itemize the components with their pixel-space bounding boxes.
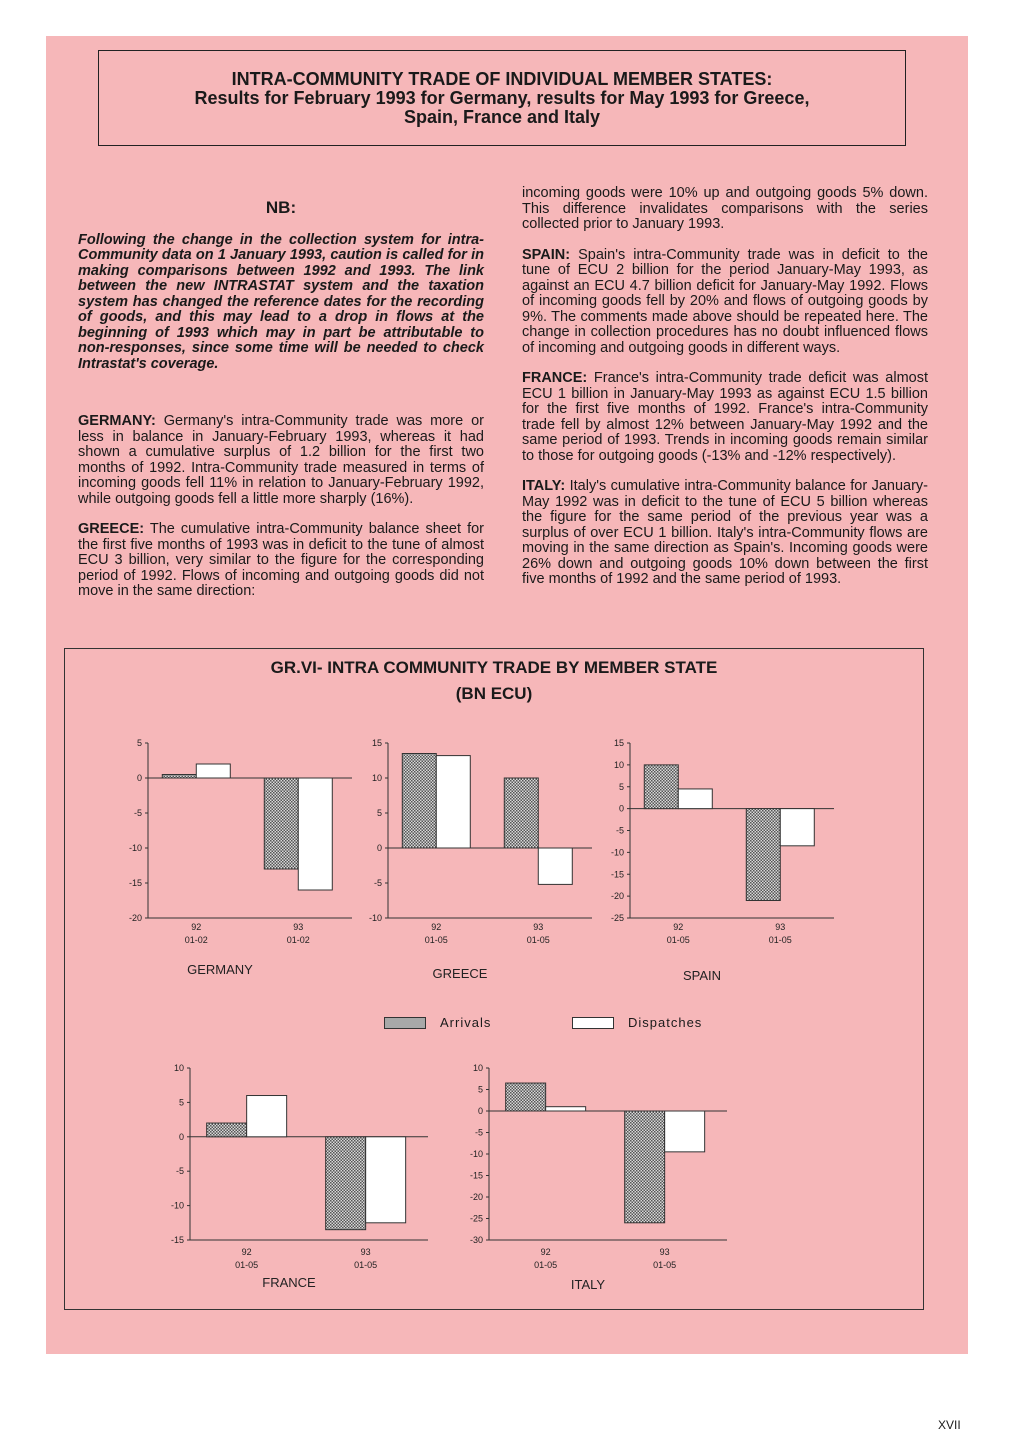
italy-text: Italy's cumulative intra-Community balance for January-May 1992 was in deficit to the tune of ECU 5 billion whereas the figure for the same period of the previous year was a surplus of over ECU 1 billion. Italy's intra-Community flows are moving in the same direction as Spain's. Incoming goods were 26% down and outgoing goods 10% down between the first five months of 1992 and the same period of 1993. bbox=[522, 478, 928, 587]
greece-chart-name: GREECE bbox=[432, 966, 488, 981]
germany-category-year: 93 bbox=[293, 922, 304, 932]
greece-category-year: 92 bbox=[431, 922, 442, 932]
nb-heading: NB: bbox=[265, 198, 297, 217]
france-category-period: 01-05 bbox=[235, 1260, 259, 1270]
greece-paragraph bbox=[78, 522, 484, 600]
france-category-year: 93 bbox=[360, 1247, 371, 1257]
italy-y-tick-label: 10 bbox=[472, 1063, 483, 1073]
spain-y-tick-label: -15 bbox=[610, 869, 624, 880]
germany-category-period: 01-02 bbox=[184, 935, 208, 945]
spain-chart-name: SPAIN bbox=[682, 968, 722, 983]
chart-title-line-2: (BN ECU) bbox=[455, 684, 533, 703]
greece-continued-paragraph: incoming goods were 10% up and outgoing goods 5% down. This difference invalidates comparisons with the series collected prior to January 1993. bbox=[522, 185, 928, 232]
greece-text: The cumulative intra-Community balance sheet for the first five months of 1993 was in deficit to the tune of almost ECU 3 billion, very similar to the figure for the corresponding period of 1992. Flows of incoming and outgoing goods did not move in the same direction: bbox=[78, 521, 484, 599]
germany-y-tick-label: 0 bbox=[136, 773, 142, 783]
greece-category-period: 01-05 bbox=[424, 935, 448, 945]
germany-chart-name: GERMANY bbox=[187, 962, 253, 977]
spain-category-period: 01-05 bbox=[768, 935, 792, 945]
greece-y-tick-label: 0 bbox=[376, 843, 382, 853]
spain-category-period: 01-05 bbox=[666, 935, 690, 945]
spain-y-tick-label: -25 bbox=[610, 913, 624, 923]
france-chart-name: FRANCE bbox=[262, 1275, 316, 1290]
france-category-period: 01-05 bbox=[354, 1260, 378, 1270]
italy-y-tick-label: -10 bbox=[469, 1149, 483, 1159]
chart-title bbox=[64, 655, 924, 707]
greece-category-period: 01-05 bbox=[526, 935, 550, 945]
greece-y-tick-label: -10 bbox=[368, 913, 382, 923]
italy-y-tick-label: -25 bbox=[469, 1213, 483, 1224]
spain-y-tick-label: 5 bbox=[618, 781, 624, 792]
title-line-1: INTRA-COMMUNITY TRADE OF INDIVIDUAL MEMBER STATES: bbox=[231, 69, 773, 89]
france-y-tick-label: 10 bbox=[173, 1063, 184, 1073]
france-category-year: 92 bbox=[241, 1247, 252, 1257]
germany-category-year: 92 bbox=[191, 922, 202, 932]
spain-y-tick-label: 10 bbox=[613, 759, 624, 770]
germany-text: Germany's intra-Community trade was more or less in balance in January-February 1993, whereas it had shown a cumulative surplus of 1.2 billion for the first two months of 1992. Intra-Community trade measured in terms of incoming goods fell 11% in relation to January-February 1992, while outgoing goods fell a little more sharply (16%). bbox=[78, 413, 484, 507]
italy-chart-name: ITALY bbox=[570, 1277, 606, 1292]
arrivals-legend-label: Arrivals bbox=[440, 1015, 492, 1030]
greece-y-tick-label: 10 bbox=[371, 773, 382, 783]
chart-legend bbox=[384, 1014, 804, 1034]
page-title-box bbox=[98, 50, 906, 146]
chart-frame bbox=[64, 648, 924, 1310]
left-column bbox=[78, 200, 484, 615]
spain-y-tick-label: 0 bbox=[618, 803, 624, 814]
france-lead: FRANCE: bbox=[522, 370, 588, 386]
france-y-tick-label: -5 bbox=[175, 1166, 184, 1177]
italy-y-tick-label: -5 bbox=[474, 1127, 483, 1138]
greece-y-tick-label: 5 bbox=[376, 808, 382, 818]
italy-paragraph bbox=[522, 479, 928, 588]
italy-y-tick-label: -20 bbox=[469, 1192, 483, 1202]
france-y-tick-label: -15 bbox=[170, 1235, 184, 1245]
germany-paragraph bbox=[78, 414, 484, 507]
italy-category-year: 92 bbox=[540, 1247, 551, 1257]
spain-category-year: 92 bbox=[673, 922, 684, 932]
greece-y-tick-label: 15 bbox=[371, 738, 382, 748]
germany-lead: GERMANY: bbox=[78, 413, 156, 429]
germany-y-tick-label: -20 bbox=[128, 913, 142, 923]
title-line-2: Results for February 1993 for Germany, results for May 1993 for Greece, bbox=[194, 88, 810, 108]
france-y-tick-label: 0 bbox=[178, 1131, 184, 1142]
nb-text: Following the change in the collection system for intra-Community data on 1 January 1993, caution is called for in making comparisons between 1992 and 1993. The link between the new INTRASTAT system and the taxation system has changed the reference dates for the recording of goods, and this may lead to a drop in flows at the beginning of 1993 which may in part be attributable to non-responses, since some time will be needed to check Intrastat's coverage. bbox=[78, 231, 484, 372]
germany-y-tick-label: -15 bbox=[128, 878, 142, 888]
italy-category-year: 93 bbox=[659, 1247, 670, 1257]
spain-text: Spain's intra-Community trade was in deficit to the tune of ECU 2 billion for the period January-May 1993, as against an ECU 4.7 billion deficit for January-May 1992. Flows of incoming goods fell by 20% and flows of outgoing goods by 9%. The comments made above should be repeated here. The change in collection procedures has no doubt influenced flows of incoming and outgoing goods in different ways. bbox=[522, 246, 928, 356]
france-y-tick-label: -10 bbox=[170, 1200, 184, 1211]
germany-category-period: 01-02 bbox=[286, 935, 310, 945]
germany-y-tick-label: -5 bbox=[133, 808, 142, 818]
italy-y-tick-label: 0 bbox=[477, 1106, 483, 1116]
arrivals-legend-swatch bbox=[384, 1017, 426, 1029]
france-text: France's intra-Community trade deficit was almost ECU 1 billion in January-May 1993 as against ECU 1.5 billion for the first five months of 1992. France's intra-Community trade fell by almost 12% between January-May 1992 and the same period of 1993. Trends in incoming goods remain similar to those for outgoing goods (-13% and -12% respectively). bbox=[522, 370, 928, 464]
chart-title-line-1: GR.VI- INTRA COMMUNITY TRADE BY MEMBER STATE bbox=[270, 658, 718, 677]
spain-y-tick-label: 15 bbox=[613, 738, 624, 748]
france-paragraph bbox=[522, 371, 928, 464]
spain-paragraph bbox=[522, 248, 928, 357]
title-line-3: Spain, France and Italy bbox=[403, 107, 601, 127]
italy-lead: ITALY: bbox=[522, 478, 566, 494]
spain-y-tick-label: -5 bbox=[615, 825, 624, 836]
page-number: XVII bbox=[938, 1418, 961, 1432]
italy-y-tick-label: -15 bbox=[469, 1170, 483, 1181]
right-column bbox=[522, 186, 928, 603]
dispatches-legend-swatch bbox=[572, 1017, 614, 1029]
spain-y-tick-label: -20 bbox=[610, 891, 624, 902]
greece-y-tick-label: -5 bbox=[373, 878, 382, 888]
italy-y-tick-label: 5 bbox=[477, 1084, 483, 1095]
italy-y-tick-label: -30 bbox=[469, 1235, 483, 1245]
spain-y-tick-label: -10 bbox=[610, 847, 624, 858]
greece-category-year: 93 bbox=[533, 922, 544, 932]
spain-category-year: 93 bbox=[775, 922, 786, 932]
germany-y-tick-label: -10 bbox=[128, 843, 142, 853]
france-y-tick-label: 5 bbox=[178, 1097, 184, 1108]
greece-lead: GREECE: bbox=[78, 521, 145, 537]
italy-category-period: 01-05 bbox=[534, 1260, 558, 1270]
italy-category-period: 01-05 bbox=[653, 1260, 677, 1270]
dispatches-legend-label: Dispatches bbox=[628, 1015, 703, 1030]
spain-lead: SPAIN: bbox=[522, 246, 571, 263]
germany-y-tick-label: 5 bbox=[136, 738, 142, 748]
